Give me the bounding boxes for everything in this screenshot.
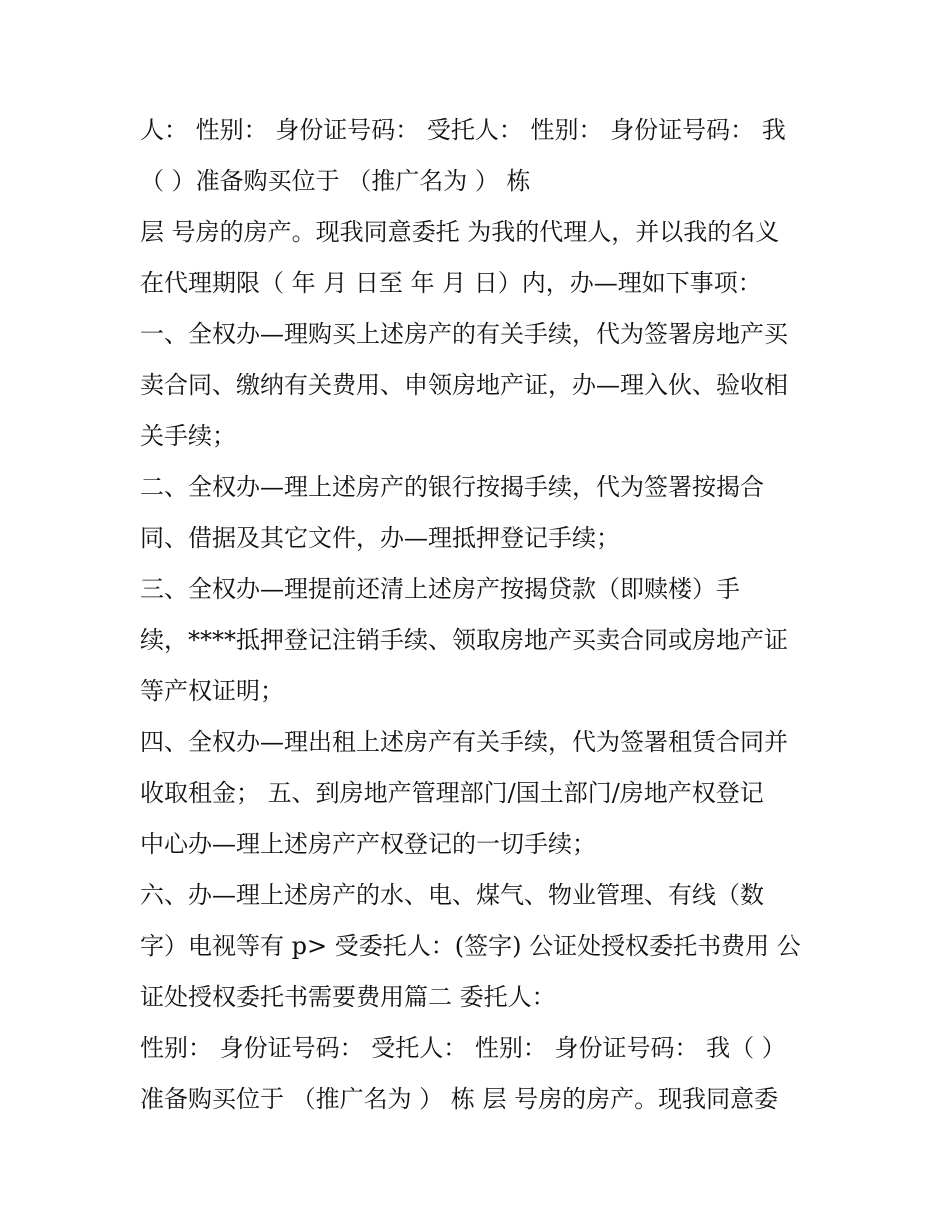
text-line-16: 六、办—理上述房产的水、电、煤气、物业管理、有线（数 [140, 881, 764, 909]
text-line-13: 四、全权办—理出租上述房产有关手续，代为签署租赁合同并 [140, 728, 788, 756]
text-line-2: （ ）准备购买位于 （推广名为 ） 栋 [140, 167, 531, 195]
text-line-3: 层 号房的房产。现我同意委托 为我的代理人，并以我的名义 [140, 218, 780, 246]
text-line-11: 续，****抵押登记注销手续、领取房地产买卖合同或房地产证 [140, 626, 788, 654]
text-line-7: 关手续； [140, 422, 236, 450]
document-text-body [140, 105, 820, 1125]
text-line-14: 收取租金； 五、到房地产管理部门/国土部门/房地产权登记 [140, 779, 764, 807]
text-line-12: 等产权证明； [140, 677, 284, 705]
text-line-5: 一、全权办—理购买上述房产的有关手续，代为签署房地产买 [140, 320, 788, 348]
text-line-19: 性别： 身份证号码： 受托人： 性别： 身份证号码： 我（ ） [140, 1034, 786, 1062]
text-line-9: 同、借据及其它文件，办—理抵押登记手续； [140, 524, 620, 552]
text-line-1: 人： 性别： 身份证号码： 受托人： 性别： 身份证号码： 我 [140, 116, 786, 144]
text-line-20: 准备购买位于 （推广名为 ） 栋 层 号房的房产。现我同意委 [140, 1085, 779, 1113]
text-line-6: 卖合同、缴纳有关费用、申领房地产证，办—理入伙、验收相 [140, 371, 788, 399]
text-line-17: 字）电视等有 p> 受委托人：(签字) 公证处授权委托书费用 公 [140, 932, 801, 960]
text-line-8: 二、全权办—理上述房产的银行按揭手续，代为签署按揭合 [140, 473, 764, 501]
text-line-18: 证处授权委托书需要费用篇二 委托人： [140, 983, 556, 1011]
text-line-4: 在代理期限（ 年 月 日至 年 月 日）内，办—理如下事项： [140, 269, 762, 297]
text-line-15: 中心办—理上述房产产权登记的一切手续； [140, 830, 596, 858]
text-line-10: 三、全权办—理提前还清上述房产按揭贷款（即赎楼）手 [140, 575, 740, 603]
